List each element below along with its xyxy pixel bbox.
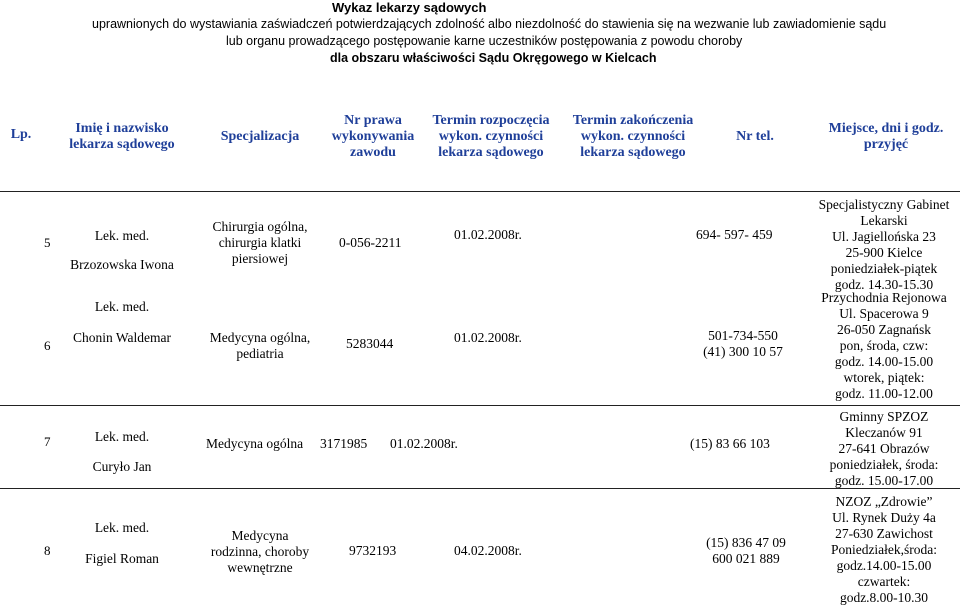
col-end-line: Termin zakończenia — [572, 113, 694, 128]
doctor-specialization: Medycyna ogólna — [206, 436, 304, 451]
phone-number: 694- 597- 459 — [696, 227, 773, 242]
spec-line: pediatria — [236, 346, 284, 361]
place-line: Gminny SPZOZ — [839, 409, 929, 424]
col-end-line: lekarza sądowego — [580, 145, 686, 160]
phone-number: (15) 83 66 103 — [690, 436, 770, 451]
col-place-line: Miejsce, dni i godz. — [828, 121, 944, 136]
header-line-3: dla obszaru właściwości Sądu Okręgowego w Kielcach — [330, 51, 657, 65]
col-phone: Nr tel. — [736, 129, 774, 144]
header-line-2: lub organu prowadzącego postępowanie karne uczestników postępowania z powodu choroby — [226, 34, 743, 48]
row-divider — [0, 191, 960, 192]
office-hours — [808, 494, 960, 606]
col-start-line: wykon. czynności — [438, 129, 544, 144]
start-date: 01.02.2008r. — [390, 436, 458, 451]
place-line: 26-050 Zagnańsk — [836, 322, 932, 337]
phone-line: 600 021 889 — [712, 551, 780, 566]
col-place — [812, 121, 960, 153]
place-line: godz. 14.30-15.30 — [834, 277, 934, 292]
col-spec: Specjalizacja — [220, 129, 300, 144]
place-line: godz.8.00-10.30 — [839, 590, 929, 605]
row-divider — [0, 405, 960, 406]
col-license-line: Nr prawa — [344, 113, 402, 128]
place-line: godz. 15.00-17.00 — [834, 473, 934, 488]
spec-line: Medycyna ogólna, — [209, 330, 311, 345]
office-hours — [808, 197, 960, 293]
place-line: poniedziałek-piątek — [830, 261, 938, 276]
row-number-fragment: 6 — [44, 338, 51, 353]
header-line-1: uprawnionych do wystawiania zaświadczeń potwierdzających zdolność albo niezdolność do stawienia się na wezwanie lub zawiadomienie sądu — [92, 17, 887, 31]
place-line: pon, środa, czw: — [839, 338, 929, 353]
place-line: Przychodnia Rejonowa — [821, 290, 947, 305]
spec-line: chirurgia klatki — [218, 235, 302, 250]
doctor-specialization — [200, 219, 320, 267]
col-end — [558, 113, 708, 161]
place-line: Specjalistyczny Gabinet — [818, 197, 950, 212]
spec-line: rodzinna, choroby — [210, 544, 310, 559]
phone-number — [696, 535, 796, 567]
doctor-title: Lek. med. — [94, 520, 150, 535]
start-date: 04.02.2008r. — [454, 543, 522, 558]
doctor-name: Curyło Jan — [92, 459, 152, 474]
doctor-specialization — [200, 330, 320, 362]
place-line: godz.14.00-15.00 — [836, 558, 932, 573]
place-line: godz. 11.00-12.00 — [835, 386, 933, 401]
row-number-fragment: 5 — [44, 235, 51, 250]
place-line: poniedziałek, środa: — [829, 457, 939, 472]
phone-line: 501-734-550 — [708, 328, 778, 343]
start-date: 01.02.2008r. — [454, 227, 522, 242]
col-start — [422, 113, 560, 161]
doctor-name: Brzozowska Iwona — [70, 257, 174, 272]
start-date: 01.02.2008r. — [454, 330, 522, 345]
col-start-line: lekarza sądowego — [438, 145, 544, 160]
col-place-line: przyjęć — [863, 137, 909, 152]
place-line: Lekarski — [860, 213, 908, 228]
spec-line: Chirurgia ogólna, — [212, 219, 308, 234]
col-license-line: wykonywania — [331, 129, 415, 144]
license-number: 3171985 — [320, 436, 368, 451]
place-line: czwartek: — [857, 574, 911, 589]
place-line: wtorek, piątek: — [843, 370, 925, 385]
place-line: Ul. Rynek Duży 4a — [832, 510, 936, 525]
spec-line: piersiowej — [231, 251, 289, 266]
license-number: 0-056-2211 — [339, 235, 402, 250]
doctor-name: Chonin Waldemar — [72, 330, 172, 345]
doctor-name: Figiel Roman — [85, 551, 159, 566]
place-line: NZOZ „Zdrowie” — [835, 494, 933, 509]
col-license — [318, 113, 428, 161]
place-line: Poniedziałek,środa: — [830, 542, 938, 557]
office-hours — [808, 290, 960, 402]
phone-line: (15) 836 47 09 — [706, 535, 786, 550]
spec-line: Medycyna — [231, 528, 289, 543]
doctor-specialization — [200, 528, 320, 576]
place-line: 27-630 Zawichost — [835, 526, 933, 541]
doctor-title: Lek. med. — [94, 299, 150, 314]
office-hours — [808, 409, 960, 489]
row-number-fragment: 8 — [44, 543, 51, 558]
license-number: 5283044 — [346, 336, 394, 351]
document-title: Wykaz lekarzy sądowych — [332, 0, 487, 15]
doctor-title: Lek. med. — [94, 228, 150, 243]
col-end-line: wykon. czynności — [580, 129, 686, 144]
doctor-title: Lek. med. — [94, 429, 150, 444]
col-lp: Lp. — [10, 127, 32, 142]
place-line: Kleczanów 91 — [845, 425, 923, 440]
phone-number — [696, 328, 790, 360]
col-license-line: zawodu — [350, 145, 396, 160]
license-number: 9732193 — [349, 543, 397, 558]
place-line: 25-900 Kielce — [845, 245, 923, 260]
col-start-line: Termin rozpoczęcia — [432, 113, 550, 128]
place-line: 27-641 Obrazów — [838, 441, 930, 456]
col-name-line: lekarza sądowego — [69, 137, 175, 152]
row-number-fragment: 7 — [44, 434, 51, 449]
col-name — [56, 121, 188, 153]
place-line: Ul. Spacerowa 9 — [839, 306, 929, 321]
place-line: godz. 14.00-15.00 — [834, 354, 934, 369]
place-line: Ul. Jagiellońska 23 — [832, 229, 936, 244]
phone-line: (41) 300 10 57 — [703, 344, 783, 359]
col-name-line: Imię i nazwisko — [75, 121, 169, 136]
spec-line: wewnętrzne — [227, 560, 293, 575]
